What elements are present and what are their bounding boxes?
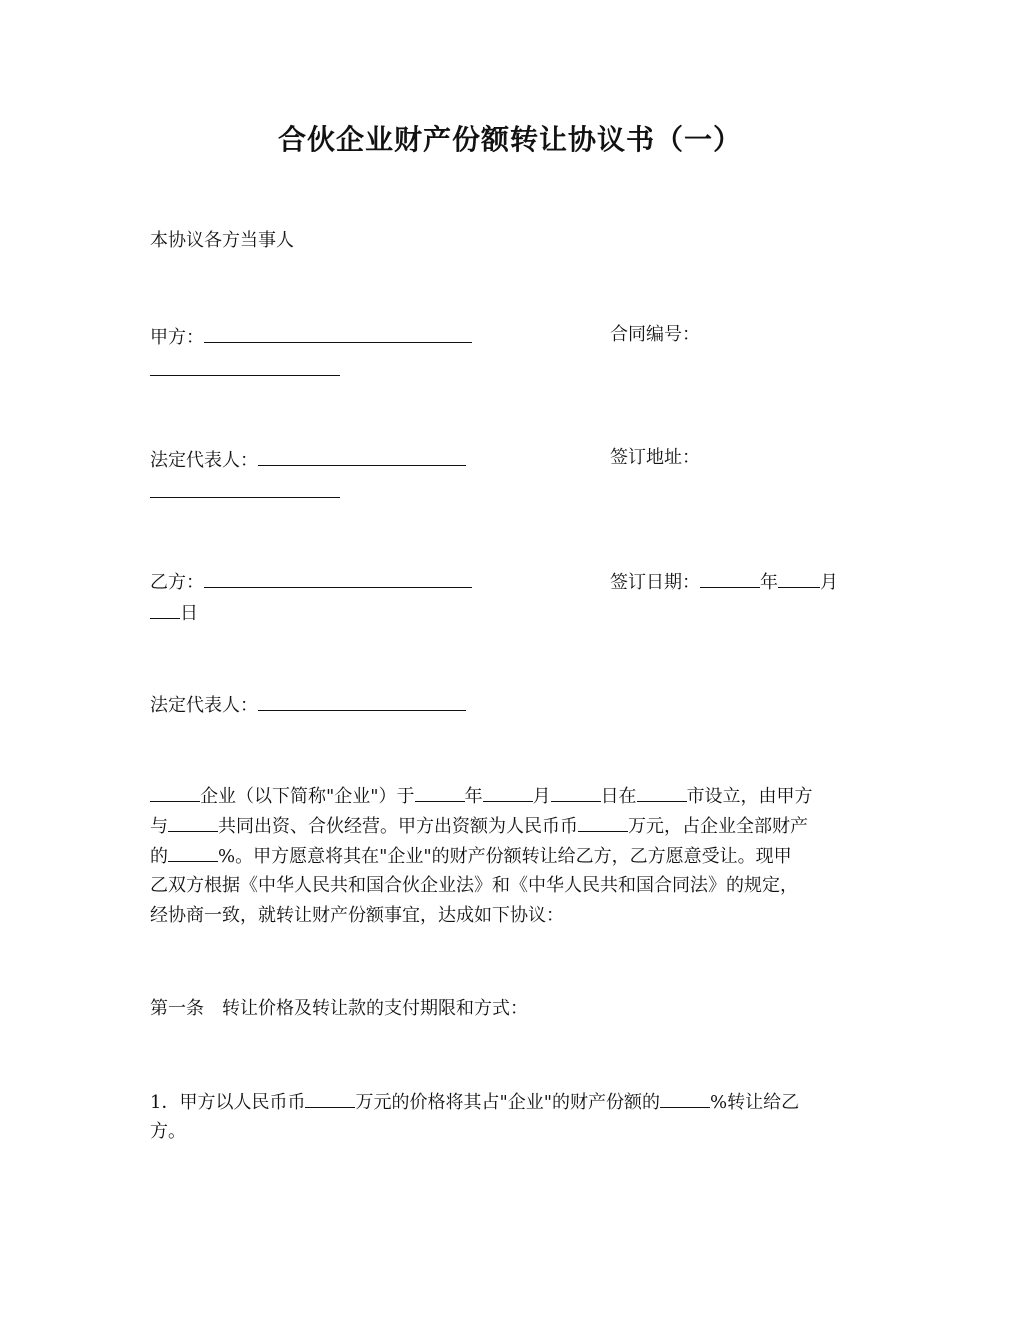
- text-segment: 年: [464, 786, 483, 807]
- document-title: 合伙企业财产份额转让协议书（一）: [277, 123, 742, 156]
- legal-rep-row: [150, 443, 466, 473]
- text-segment: %转让给乙: [710, 1092, 800, 1113]
- text-segment: 1．甲方以人民币币: [150, 1092, 306, 1113]
- text-segment: %。甲方愿意将其在"企业"的财产份额转让给乙方，乙方愿意受让。现甲: [218, 846, 792, 867]
- text-segment: 日在: [600, 786, 637, 807]
- intro-paragraph-line-1: [150, 781, 870, 811]
- party-b-blank: [204, 565, 472, 588]
- sign-date-year: 年: [760, 572, 778, 593]
- blank-amount: [578, 811, 628, 832]
- legal-rep-b-label: 法定代表人：: [150, 695, 258, 716]
- legal-rep-blank: [258, 443, 466, 466]
- party-a-blank: [204, 320, 472, 343]
- intro-paragraph-line-4: 乙双方根据《中华人民共和国合伙企业法》和《中华人民共和国合同法》的规定，: [150, 875, 798, 896]
- blank-year: [415, 781, 465, 802]
- sign-date-month: 月: [820, 572, 838, 593]
- sign-date-month-blank: [778, 565, 820, 588]
- text-segment: 与: [150, 816, 168, 837]
- sign-date-day-blank: [150, 596, 180, 619]
- intro-paragraph-line-5: 经协商一致，就转让财产份额事宜，达成如下协议：: [150, 905, 564, 926]
- party-a-row: [150, 320, 472, 350]
- contract-no-label: 合同编号：: [610, 324, 700, 345]
- intro-paragraph-line-3: [150, 841, 870, 871]
- text-segment: 企业（以下简称"企业"）于: [200, 786, 415, 807]
- sign-place-blank: [150, 497, 340, 498]
- text-segment: 市设立，由甲方: [686, 786, 813, 807]
- legal-rep-b-blank: [258, 688, 466, 711]
- text-segment: 的: [150, 846, 168, 867]
- item-1-line-1: [150, 1087, 870, 1117]
- party-b-row: [150, 565, 472, 595]
- sign-date-day: 日: [180, 603, 198, 624]
- contract-no-blank: [150, 375, 340, 376]
- text-segment: 万元，占企业全部财产: [628, 816, 808, 837]
- blank-city: [637, 781, 687, 802]
- sign-date-day-row: [150, 596, 198, 626]
- intro-paragraph-line-2: [150, 811, 870, 841]
- intro-paragraph: [150, 781, 870, 931]
- blank-partner: [168, 811, 218, 832]
- parties-intro: 本协议各方当事人: [150, 230, 294, 251]
- legal-rep-label: 法定代表人：: [150, 450, 258, 471]
- blank-day: [551, 781, 601, 802]
- party-a-label: 甲方：: [150, 327, 204, 348]
- sign-date-label: 签订日期：: [610, 572, 700, 593]
- blank-enterprise-name: [150, 781, 200, 802]
- item-1-line-2: 方。: [150, 1121, 186, 1142]
- sign-place-label: 签订地址：: [610, 447, 700, 468]
- blank-share-percent: [660, 1087, 710, 1108]
- text-segment: 月: [532, 786, 551, 807]
- blank-price: [305, 1087, 355, 1108]
- article-1-title: 第一条 转让价格及转让款的支付期限和方式：: [150, 998, 528, 1019]
- text-segment: 万元的价格将其占"企业"的财产份额的: [355, 1092, 661, 1113]
- blank-month: [483, 781, 533, 802]
- article-1-item-1: [150, 1087, 870, 1147]
- party-b-label: 乙方：: [150, 572, 204, 593]
- text-segment: 共同出资、合伙经营。甲方出资额为人民币币: [218, 816, 578, 837]
- blank-percent: [168, 841, 218, 862]
- sign-date-year-blank: [700, 565, 760, 588]
- legal-rep-b-row: [150, 688, 466, 718]
- sign-date-row: [610, 565, 838, 598]
